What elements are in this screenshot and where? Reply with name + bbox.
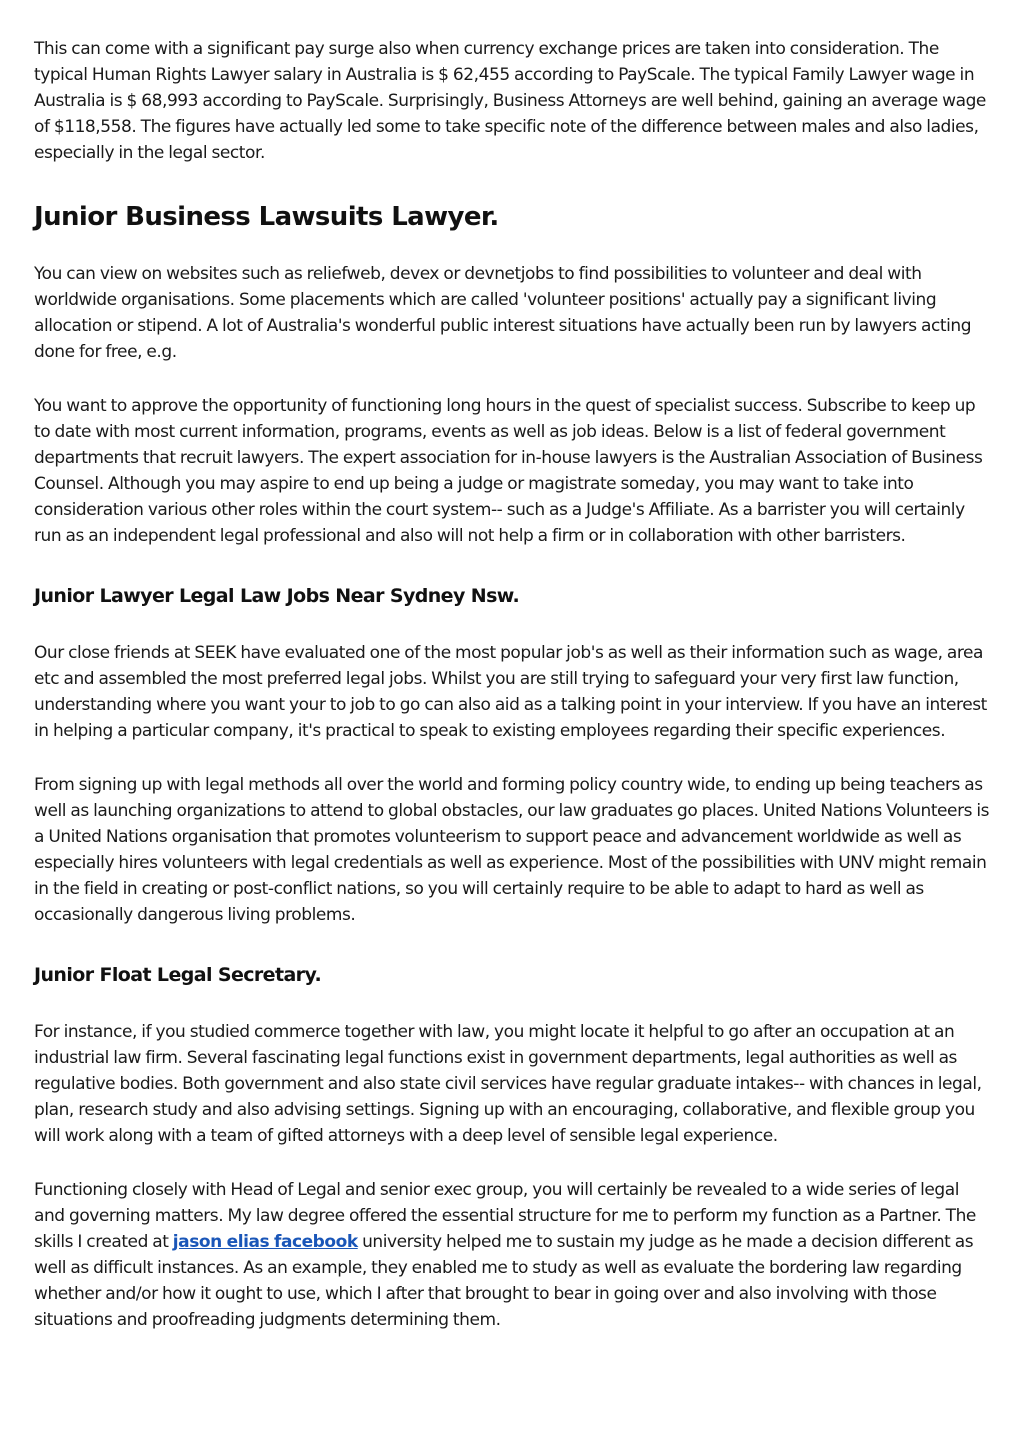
heading-junior-float-legal-secretary: Junior Float Legal Secretary. xyxy=(34,964,322,986)
paragraph-text-after-link: university helped me to sustain my judge as he made a decision different as well as difficult instances. As an example, they enabled me to study as well as evaluate the bordering law regarding whether and/or how it ought to use, which I after that brought to bear in going over and also involving with those situations and proofreading judgments determining them. xyxy=(34,1232,974,1330)
paragraph-text-before-link: Functioning closely with Head of Legal and senior exec group, you will certainly be revealed to a wide series of legal and governing matters. My law degree offered the essential structure for me to perform my function as a Partner. The skills I created at xyxy=(34,1180,976,1252)
heading-junior-lawyer-sydney: Junior Lawyer Legal Law Jobs Near Sydney Nsw. xyxy=(34,585,520,607)
paragraph-commerce: For instance, if you studied commerce together with law, you might locate it helpful to go after an occupation at an industrial law firm. Several fascinating legal functions exist in government departments, legal authorities as well as regulative bodies. Both government and also state civil services have regular graduate intakes-- with chances in legal, plan, research study and also advising settings. Signing up with an encouraging, collaborative, and flexible group you will work along with a team of gifted attorneys with a deep level of sensible legal experience. xyxy=(34,1022,982,1146)
paragraph-long-hours: You want to approve the opportunity of functioning long hours in the quest of specialist success. Subscribe to keep up to date with most current information, programs, events as well as job ideas. Below is a list of federal government departments that recruit lawyers. The expert association for in-house lawyers is the Australian Association of Business Counsel. Although you may aspire to end up being a judge or magistrate someday, you may want to take into consideration various other roles within the court system-- such as a Judge's Affiliate. As a barrister you will certainly run as an independent legal professional and also will not help a firm or in collaboration with other barristers. xyxy=(34,396,983,546)
paragraph-salary: This can come with a significant pay surge also when currency exchange prices are taken into consideration. The typical Human Rights Lawyer salary in Australia is $ 62,455 according to PayScale. The typical Family Lawyer wage in Australia is $ 68,993 according to PayScale. Surprisingly, Business Attorneys are well behind, gaining an average wage of $118,558. The figures have actually led some to take specific note of the difference between males and also ladies, especially in the legal sector. xyxy=(34,39,986,163)
paragraph-volunteer: You can view on websites such as reliefweb, devex or devnetjobs to find possibilities to volunteer and deal with worldwide organisations. Some placements which are called 'volunteer positions' actually pay a significant living allocation or stipend. A lot of Australia's wonderful public interest situations have actually been run by lawyers acting done for free, e.g. xyxy=(34,264,972,362)
paragraph-graduates: From signing up with legal methods all over the world and forming policy country wide, to ending up being teachers as well as launching organizations to attend to global obstacles, our law graduates go places. United Nations Volunteers is a United Nations organisation that promotes volunteerism to support peace and advancement worldwide as well as especially hires volunteers with legal credentials as well as experience. Most of the possibilities with UNV might remain in the field in creating or post-conflict nations, so you will certainly require to be able to adapt to hard as well as occasionally dangerous living problems. xyxy=(34,775,990,925)
heading-junior-business-lawsuits-lawyer: Junior Business Lawsuits Lawyer. xyxy=(34,202,499,232)
jason-elias-facebook-link[interactable]: jason elias facebook xyxy=(172,1232,358,1252)
paragraph-head-of-legal xyxy=(34,1177,990,1333)
paragraph-seek: Our close friends at SEEK have evaluated one of the most popular job's as well as their information such as wage, area etc and assembled the most preferred legal jobs. Whilst you are still trying to safeguard your very first law function, understanding where you want your to job to go can also aid as a talking point in your interview. If you have an interest in helping a particular company, it's practical to speak to existing employees regarding their specific experiences. xyxy=(34,643,987,741)
